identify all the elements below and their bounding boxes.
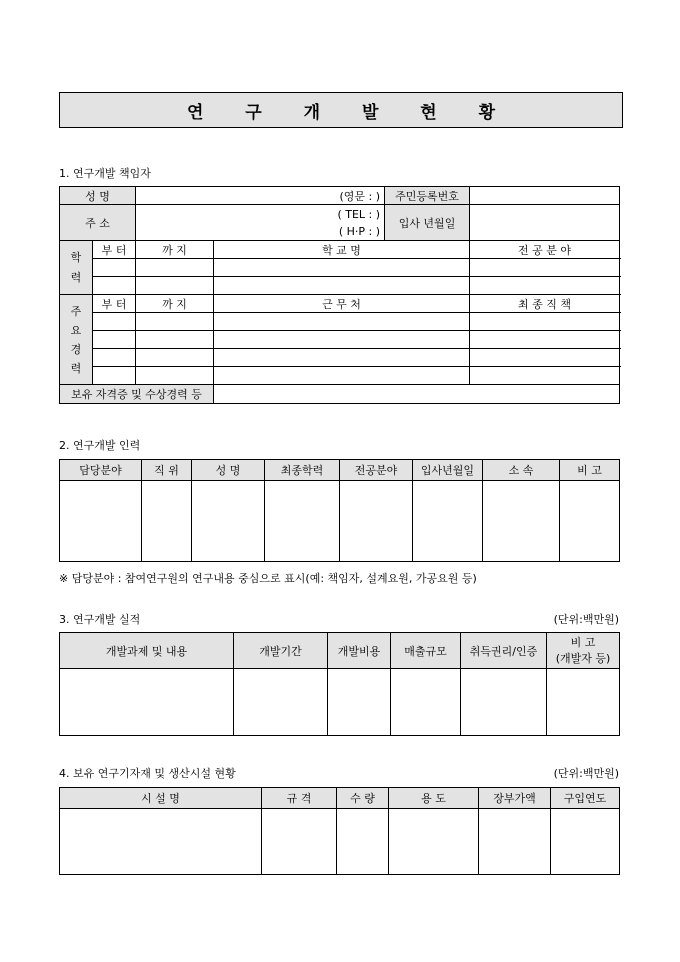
join-date-field[interactable] <box>470 205 620 241</box>
edu-cell[interactable] <box>136 259 214 277</box>
achievement-cell[interactable] <box>234 669 328 736</box>
cert-field[interactable] <box>214 385 620 404</box>
name-label: 성 명 <box>60 187 136 205</box>
rrn-field[interactable] <box>470 187 620 205</box>
edu-cell[interactable] <box>470 277 620 295</box>
equipment-cell[interactable] <box>337 809 389 875</box>
achievement-header: 개발기간 <box>234 633 328 669</box>
responsible-person-table <box>59 186 620 404</box>
career-label-4: 력 <box>70 361 82 375</box>
personnel-header: 비 고 <box>560 460 620 481</box>
edu-cell[interactable] <box>214 259 470 277</box>
address-label: 주 소 <box>60 205 136 241</box>
section1-heading: 1. 연구개발 책임자 <box>59 167 151 180</box>
personnel-cell[interactable] <box>192 481 265 562</box>
career-label <box>60 295 93 385</box>
edu-header-to: 까 지 <box>136 241 214 259</box>
section3-unit: (단위:백만원) <box>553 613 619 626</box>
career-cell[interactable] <box>214 367 470 385</box>
personnel-header: 최종학력 <box>265 460 340 481</box>
edu-header-major: 전 공 분 야 <box>470 241 620 259</box>
hp-field: ( H·P : ) <box>338 224 381 238</box>
career-cell[interactable] <box>136 331 214 349</box>
achievement-cell[interactable] <box>60 669 234 736</box>
personnel-note: ※ 담당분야 : 참여연구원의 연구내용 중심으로 표시(예: 책임자, 설계요원, 가공요원 등) <box>59 572 477 585</box>
equipment-header: 장부가액 <box>479 788 551 809</box>
cert-label: 보유 자격증 및 수상경력 등 <box>60 385 214 404</box>
career-header-workplace: 근 무 처 <box>214 295 470 313</box>
equipment-cell[interactable] <box>479 809 551 875</box>
edu-header-from: 부 터 <box>93 241 136 259</box>
achievement-header: 개발비용 <box>328 633 391 669</box>
achievements-table <box>59 632 620 736</box>
career-cell[interactable] <box>93 313 136 331</box>
page-title <box>59 92 623 128</box>
equipment-cell[interactable] <box>60 809 262 875</box>
career-cell[interactable] <box>93 331 136 349</box>
career-cell[interactable] <box>136 349 214 367</box>
edu-cell[interactable] <box>470 259 620 277</box>
equipment-header: 용 도 <box>389 788 479 809</box>
remarks-label: 비 고 <box>570 635 596 649</box>
personnel-cell[interactable] <box>265 481 340 562</box>
remarks-sublabel: (개발자 등) <box>555 651 611 665</box>
achievement-cell[interactable] <box>547 669 620 736</box>
title-text: 연 구 개 발 현 황 <box>186 102 514 123</box>
achievement-header: 매출규모 <box>391 633 461 669</box>
career-cell[interactable] <box>470 367 620 385</box>
achievement-header: 취득권리/인증 <box>461 633 547 669</box>
personnel-table <box>59 459 620 562</box>
personnel-header: 소 속 <box>483 460 560 481</box>
personnel-header: 직 위 <box>142 460 192 481</box>
section2-heading: 2. 연구개발 인력 <box>59 439 141 452</box>
achievement-cell[interactable] <box>328 669 391 736</box>
edu-cell[interactable] <box>136 277 214 295</box>
achievement-header-remarks <box>547 633 620 669</box>
equipment-cell[interactable] <box>551 809 620 875</box>
edu-cell[interactable] <box>93 259 136 277</box>
section4-heading: 4. 보유 연구기자재 및 생산시설 현황 <box>59 767 236 780</box>
tel-field: ( TEL : ) <box>337 207 381 221</box>
join-date-label: 입사 년월일 <box>385 205 470 241</box>
personnel-cell[interactable] <box>483 481 560 562</box>
career-cell[interactable] <box>136 367 214 385</box>
personnel-cell[interactable] <box>60 481 142 562</box>
edu-cell[interactable] <box>214 277 470 295</box>
edu-header-school: 학 교 명 <box>214 241 470 259</box>
career-header-to: 까 지 <box>136 295 214 313</box>
personnel-cell[interactable] <box>560 481 620 562</box>
career-cell[interactable] <box>470 349 620 367</box>
career-header-from: 부 터 <box>93 295 136 313</box>
career-cell[interactable] <box>93 349 136 367</box>
career-label-3: 경 <box>70 342 82 356</box>
personnel-cell[interactable] <box>413 481 483 562</box>
rrn-label: 주민등록번호 <box>385 187 470 205</box>
equipment-header: 규 격 <box>262 788 337 809</box>
equipment-header: 수 량 <box>337 788 389 809</box>
personnel-cell[interactable] <box>340 481 413 562</box>
education-label <box>60 241 93 295</box>
achievement-cell[interactable] <box>391 669 461 736</box>
equipment-header: 시 설 명 <box>60 788 262 809</box>
personnel-header: 성 명 <box>192 460 265 481</box>
career-cell[interactable] <box>214 331 470 349</box>
equipment-cell[interactable] <box>262 809 337 875</box>
equipment-table <box>59 787 620 875</box>
career-cell[interactable] <box>136 313 214 331</box>
career-cell[interactable] <box>470 331 620 349</box>
career-cell[interactable] <box>470 313 620 331</box>
equipment-cell[interactable] <box>389 809 479 875</box>
career-label-2: 요 <box>70 323 82 337</box>
address-field[interactable] <box>136 205 385 241</box>
career-cell[interactable] <box>93 367 136 385</box>
achievement-cell[interactable] <box>461 669 547 736</box>
personnel-cell[interactable] <box>142 481 192 562</box>
career-cell[interactable] <box>214 349 470 367</box>
edu-cell[interactable] <box>93 277 136 295</box>
section4-unit: (단위:백만원) <box>553 767 619 780</box>
personnel-header: 전공분야 <box>340 460 413 481</box>
name-eng-field[interactable]: (영문 : ) <box>136 187 385 205</box>
personnel-header: 담당분야 <box>60 460 142 481</box>
education-label-1: 학 <box>70 250 82 264</box>
equipment-header: 구입연도 <box>551 788 620 809</box>
education-label-2: 력 <box>70 270 82 284</box>
career-cell[interactable] <box>214 313 470 331</box>
achievement-header: 개발과제 및 내용 <box>60 633 234 669</box>
career-header-position: 최 종 직 책 <box>470 295 620 313</box>
personnel-header: 입사년월일 <box>413 460 483 481</box>
section3-heading: 3. 연구개발 실적 <box>59 613 141 626</box>
career-label-1: 주 <box>70 304 82 318</box>
